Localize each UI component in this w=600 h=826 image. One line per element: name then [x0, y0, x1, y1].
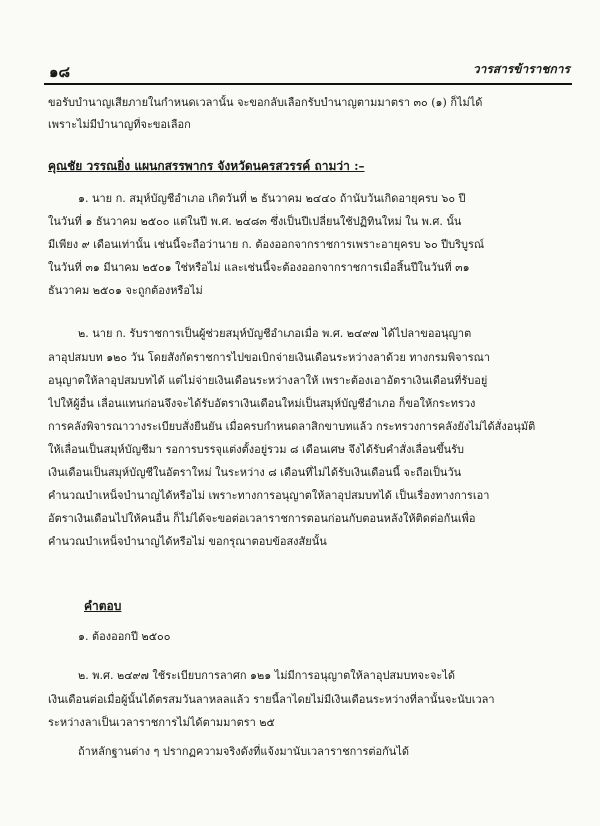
section-title: คุณชัย วรรณยิ่ง แผนกสรรพากร จังหวัดนครสวรรค์ ถามว่า :– — [48, 159, 365, 173]
answer1-line: ๑. ต้องออกปี ๒๕๐๐ — [78, 630, 171, 643]
question1-line: ๑. นาย ก. สมุห์บัญชีอำเภอ เกิดวันที่ ๒ ธันวาคม ๒๔๔๐ ถ้านับวันเกิดอายุครบ ๖๐ ปี — [78, 192, 466, 205]
answer2-line: ๒. พ.ศ. ๒๔๙๗ ใช้ระเบียบการลาศก ๑๒๑ ไม่มีการอนุญาตให้ลาอุปสมบทจะจะได้ — [78, 669, 456, 682]
question2-line: ไปให้ผู้อื่น เลื่อนแทนก่อนจึงจะได้รับอัตราเงินเดือนใหม่เป็นสมุห์บัญชีอำเภอ ก็ขอให้กระทรวง — [48, 397, 476, 410]
question1-line: ในวันที่ ๑ ธันวาคม ๒๕๐๐ แต่ในปี พ.ศ. ๒๔๘๓ ซึ่งเป็นปีเปลี่ยนใช้ปฏิทินใหม่ ใน พ.ศ. นั้น — [48, 215, 462, 228]
answer-heading: คำตอบ — [84, 599, 122, 613]
question2-line: คำนวณบำเหน็จบำนาญได้หรือไม่ เพราะทางการอนุญาตให้ลาอุปสมบทได้ เป็นเรื่องทางการเอา — [48, 489, 490, 502]
header-rule — [44, 83, 572, 85]
question2-line: ให้เลื่อนเป็นสมุห์บัญชีมา รอการบรรจุแต่งตั้งอยู่รวม ๘ เดือนเศษ จึงได้รับคำสั่งเลื่อนขึ้นรับ — [48, 443, 465, 456]
question1-line: ธันวาคม ๒๕๐๑ จะถูกต้องหรือไม่ — [48, 284, 203, 297]
question2-line: อนุญาตให้ลาอุปสมบทได้ แต่ไม่จ่ายเงินเดือนระหว่างลาให้ เพราะต้องเอาอัตราเงินเดือนที่รับอยู่ — [48, 374, 488, 387]
closing-line: ถ้าหลักฐานต่าง ๆ ปรากฏความจริงดังที่แจ้งมานับเวลาราชการต่อกันได้ — [78, 745, 410, 758]
intro-line: เพราะไม่มีบำนาญที่จะขอเลือก — [48, 118, 191, 131]
question1-line: มีเพียง ๙ เดือนเท่านั้น เช่นนี้จะถือว่านาย ก. ต้องออกจากราชการเพราะอายุครบ ๖๐ ปีบริบูรณ์ — [48, 238, 485, 251]
answer2-line: เงินเดือนต่อเมื่อผู้นั้นได้ตรสมวันลาหลลแล้ว รายนี้ลาไดยไม่มีเงินเดือนระหว่างที่ลานั้นจะนับเวลา — [48, 693, 495, 706]
question2-line: คำนวณบำเหน็จบำนาญได้หรือไม่ ขอกรุณาตอบข้อสงสัยนั้น — [48, 535, 327, 548]
page-number: ๑๘ — [49, 63, 71, 81]
question2-line: อัตราเงินเดือนไปให้คนอื่น ก็ไม่ได้จะขอต่อเวลาราชการตอนก่อนกับตอนหลังให้ติดต่อกันเพื่อ — [48, 512, 476, 525]
journal-title: วารสารข้าราชการ — [472, 62, 570, 76]
answer2-line: ระหว่างลาเป็นเวลาราชการไม่ได้ตามมาตรา ๒๕ — [48, 716, 275, 729]
question1-line: ในวันที่ ๓๑ มีนาคม ๒๕๐๑ ใช่หรือไม่ และเช่นนี้จะต้องออกจากราชการเมื่อสิ้นปีในวันที่ ๓๑ — [48, 261, 470, 274]
question2-line: การคลังพิจารณาวางระเบียบสั่งยืนยัน เมื่อครบกำหนดลาสิกขาบทแล้ว กระทรวงการคลังยังไม่ได้สั่งอนุมัติ — [48, 420, 536, 433]
intro-line: ขอรับบำนาญเสียภายในกำหนดเวลานั้น จะขอกลับเลือกรับบำนาญตามมาตรา ๓๐ (๑) ก็ไม่ได้ — [48, 96, 483, 109]
question2-line: ๒. นาย ก. รับราชการเป็นผู้ช่วยสมุห์บัญชีอำเภอเมื่อ พ.ศ. ๒๔๙๗ ได้ไปลาขออนุญาต — [78, 327, 472, 340]
question2-line: ลาอุปสมบท ๑๒๐ วัน โดยสังกัดราชการไปขอเบิกจ่ายเงินเดือนระหว่างลาด้วย ทางกรมพิจารณา — [48, 351, 491, 364]
question2-line: เงินเดือนเป็นสมุห์บัญชีในอัตราใหม่ ในระหว่าง ๘ เดือนที่ไม่ได้รับเงินเดือนนี้ จะถือเป็นวัน — [48, 466, 462, 479]
